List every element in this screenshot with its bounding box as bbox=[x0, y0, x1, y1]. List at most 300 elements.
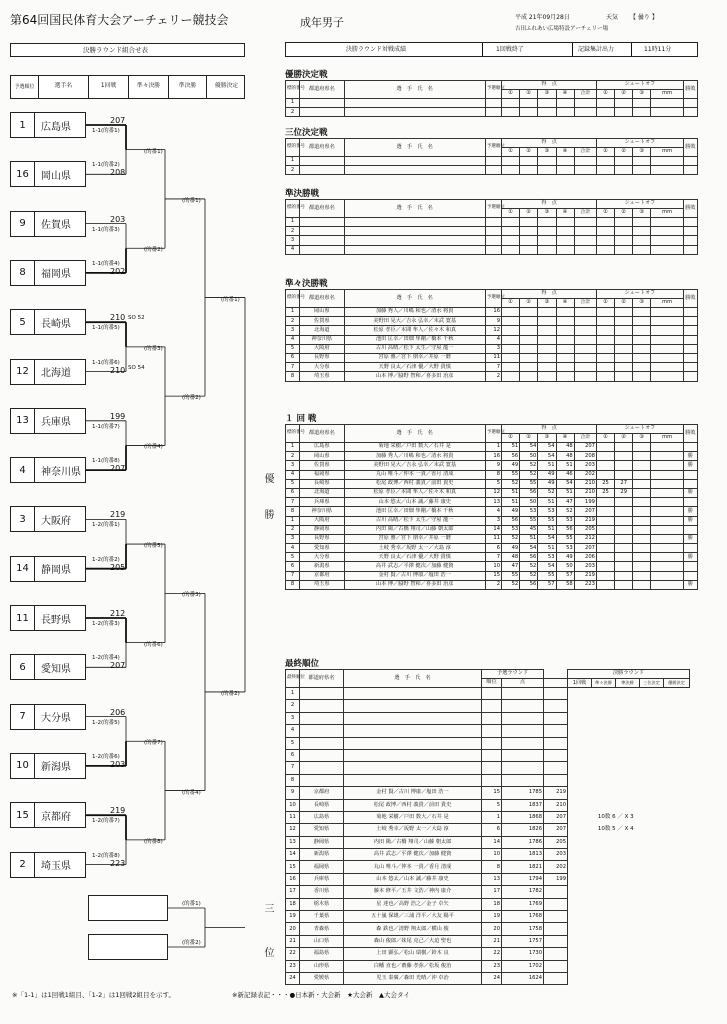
empty-cell bbox=[651, 108, 683, 117]
archer-names bbox=[344, 762, 482, 774]
so-score bbox=[633, 544, 651, 553]
target-number: 2 bbox=[286, 108, 300, 117]
end-score bbox=[574, 326, 596, 335]
archer-names: 土岐 秀幸／坂野 太一／大島 淳 bbox=[344, 544, 485, 553]
final-rank: 6 bbox=[286, 749, 300, 761]
tiebreak-note bbox=[568, 960, 664, 972]
shootoff-score: SO 52 bbox=[128, 315, 145, 322]
empty-cell bbox=[574, 245, 596, 254]
end-score bbox=[574, 353, 596, 362]
rank-header: 予選順位 bbox=[485, 200, 501, 218]
so-score bbox=[596, 326, 614, 335]
pref-cell: 青森県 bbox=[300, 923, 344, 935]
so-score bbox=[596, 335, 614, 344]
prelim-rank bbox=[482, 700, 502, 712]
prefecture-name: 福岡県 bbox=[41, 269, 71, 281]
final-rank: 13 bbox=[286, 836, 300, 848]
standings-row bbox=[286, 948, 690, 960]
shootoff-header: シュートオフ bbox=[596, 290, 683, 299]
empty-cell bbox=[344, 166, 485, 175]
end-score: 53 bbox=[556, 516, 574, 525]
end-score: 52 bbox=[502, 534, 520, 543]
empty-cell bbox=[596, 245, 614, 254]
result-cell: 勝 bbox=[683, 507, 697, 516]
end-score: 210 bbox=[574, 479, 596, 488]
round1-score: 210 bbox=[110, 313, 126, 323]
end-score bbox=[556, 363, 574, 372]
so-score bbox=[633, 452, 651, 461]
so-score bbox=[633, 498, 651, 507]
empty-cell bbox=[615, 245, 633, 254]
prelim-points: 1868 bbox=[502, 811, 544, 823]
so-score bbox=[596, 452, 614, 461]
table-row bbox=[286, 326, 698, 335]
final-rank: 22 bbox=[286, 948, 300, 960]
final-rank: 2 bbox=[286, 700, 300, 712]
match-code: 1-1(的番8) bbox=[92, 458, 120, 465]
target-number: 6 bbox=[286, 488, 300, 497]
archer-names: 美野田 晃大／吉永 弘幸／末武 寛基 bbox=[344, 461, 485, 470]
so-mm bbox=[651, 562, 683, 571]
target-header: 標的番号 bbox=[286, 81, 300, 99]
empty-cell bbox=[485, 218, 501, 227]
end-score: 54 bbox=[538, 443, 556, 452]
match-code: 1-1(的番3) bbox=[92, 226, 120, 233]
so-header: ③ bbox=[633, 148, 651, 157]
pref-cell: 埼玉県 bbox=[300, 372, 344, 381]
final-cell bbox=[664, 712, 690, 724]
pref-cell: 香川県 bbox=[300, 886, 344, 898]
so-score bbox=[633, 372, 651, 381]
final-cell bbox=[664, 923, 690, 935]
round1-score bbox=[544, 935, 568, 947]
prelim-rank bbox=[482, 737, 502, 749]
round1-score: 210 bbox=[110, 365, 126, 375]
end-score bbox=[574, 335, 596, 344]
prelim-rank: 11 bbox=[485, 534, 501, 543]
end-score: 55 bbox=[538, 571, 556, 580]
end-score: 202 bbox=[574, 470, 596, 479]
end-score: 212 bbox=[574, 534, 596, 543]
end-header: ③ bbox=[538, 90, 556, 99]
end-score: 53 bbox=[538, 553, 556, 562]
so-score bbox=[633, 516, 651, 525]
target-number: 7 bbox=[286, 498, 300, 507]
empty-cell bbox=[633, 218, 651, 227]
target-number: 4 bbox=[286, 470, 300, 479]
end-header: ① bbox=[502, 148, 520, 157]
final-col-header: 三位決定 bbox=[640, 679, 664, 688]
pref-cell bbox=[300, 712, 344, 724]
prelim-rank: 10 bbox=[482, 849, 502, 861]
end-header: ① bbox=[502, 299, 520, 308]
final-cell bbox=[664, 873, 690, 885]
end-score: 56 bbox=[502, 452, 520, 461]
empty-cell bbox=[344, 245, 485, 254]
archer-names: 内田 陽／古橋 翔司／山藤 朝太郎 bbox=[344, 525, 485, 534]
prelim-rank: 7 bbox=[485, 553, 501, 562]
so-score bbox=[596, 562, 614, 571]
qf-target-label: (的番7) bbox=[144, 740, 163, 747]
target-number: 5 bbox=[286, 553, 300, 562]
empty-cell bbox=[596, 236, 614, 245]
end-score: 50 bbox=[520, 452, 538, 461]
so-score bbox=[633, 344, 651, 353]
prelim-rank: 13 bbox=[485, 498, 501, 507]
page-title: 第64回国民体育大会アーチェリー競技会 bbox=[10, 13, 229, 27]
so-score bbox=[615, 344, 633, 353]
prelim-rank: 16 bbox=[485, 452, 501, 461]
result-cell bbox=[683, 363, 697, 372]
empty-cell bbox=[485, 166, 501, 175]
end-score bbox=[520, 335, 538, 344]
end-score: 55 bbox=[520, 516, 538, 525]
pref-header: 都道府県名 bbox=[300, 425, 344, 443]
prefecture-name: 愛知県 bbox=[41, 663, 71, 675]
empty-cell bbox=[538, 245, 556, 254]
end-score bbox=[556, 326, 574, 335]
archer-names bbox=[344, 774, 482, 786]
empty-cell bbox=[485, 108, 501, 117]
match-code: 1-1(的番5) bbox=[92, 325, 120, 332]
final-rank: 7 bbox=[286, 762, 300, 774]
prelim-rank: 15 bbox=[485, 571, 501, 580]
tiebreak-note bbox=[568, 972, 664, 984]
end-score: 52 bbox=[520, 470, 538, 479]
so-score bbox=[633, 326, 651, 335]
target-header: 標的番号 bbox=[286, 139, 300, 157]
final-rank: 10 bbox=[286, 799, 300, 811]
tiebreak-note bbox=[568, 898, 664, 910]
end-score: 55 bbox=[556, 534, 574, 543]
prelim-rank bbox=[482, 774, 502, 786]
empty-cell bbox=[574, 166, 596, 175]
end-score: 47 bbox=[502, 562, 520, 571]
match-code: 1-2(的番6) bbox=[92, 753, 120, 760]
pref-cell: 佐賀県 bbox=[300, 317, 344, 326]
end-score: 48 bbox=[502, 553, 520, 562]
empty-cell bbox=[502, 166, 520, 175]
name-header: 選 手 氏 名 bbox=[344, 81, 485, 99]
tiebreak-note bbox=[568, 836, 664, 848]
prelim-points bbox=[502, 700, 544, 712]
empty-cell bbox=[574, 236, 596, 245]
archer-names: 白幡 直也／齋藤 孝弥／松坂 俊治 bbox=[344, 960, 482, 972]
tiebreak-note bbox=[568, 712, 664, 724]
bracket-header-cell: 予選順位 bbox=[11, 76, 39, 98]
end-score: 199 bbox=[574, 498, 596, 507]
empty-cell bbox=[502, 236, 520, 245]
table-row bbox=[286, 443, 698, 452]
end-header: 合計 bbox=[574, 148, 596, 157]
prefecture-name: 神奈川県 bbox=[41, 466, 81, 478]
standings-row bbox=[286, 836, 690, 848]
final-cell bbox=[664, 861, 690, 873]
empty-cell bbox=[556, 99, 574, 108]
pref-cell: 北海道 bbox=[300, 326, 344, 335]
archer-names: 菊地 栄樹／戸田 数大／石井 是 bbox=[344, 443, 485, 452]
empty-cell bbox=[520, 245, 538, 254]
empty-cell bbox=[538, 218, 556, 227]
round1-score: 207 bbox=[544, 811, 568, 823]
end-score: 210 bbox=[574, 488, 596, 497]
table-row bbox=[286, 470, 698, 479]
empty-cell bbox=[485, 245, 501, 254]
so-score: 29 bbox=[615, 488, 633, 497]
qf-target-label: (的番4) bbox=[144, 444, 163, 451]
standings-row bbox=[286, 799, 690, 811]
pref-cell: 長崎県 bbox=[300, 479, 344, 488]
empty-cell bbox=[538, 166, 556, 175]
target-number: 4 bbox=[286, 544, 300, 553]
prelim-rank: 8 bbox=[485, 470, 501, 479]
spacer-header bbox=[544, 670, 568, 679]
pref-header: 都道府県名 bbox=[300, 81, 344, 99]
result-cell bbox=[683, 344, 697, 353]
so-score bbox=[615, 372, 633, 381]
standings-row bbox=[286, 886, 690, 898]
empty-cell bbox=[300, 157, 344, 166]
end-header: ③ bbox=[538, 434, 556, 443]
standings-row bbox=[286, 972, 690, 984]
so-score: 25 bbox=[596, 479, 614, 488]
pref-cell: 静岡県 bbox=[300, 525, 344, 534]
prelim-points: 1769 bbox=[502, 898, 544, 910]
so-score bbox=[615, 317, 633, 326]
shootoff-header: シュートオフ bbox=[596, 81, 683, 90]
end-score bbox=[556, 344, 574, 353]
end-score bbox=[502, 308, 520, 317]
pref-cell: 大阪府 bbox=[300, 344, 344, 353]
prelim-rank bbox=[482, 712, 502, 724]
empty-cell bbox=[651, 218, 683, 227]
seed-number: 1 bbox=[11, 113, 35, 137]
match-code: 1-1(的番1) bbox=[92, 128, 120, 134]
result-header: 勝敗 bbox=[683, 425, 697, 443]
archer-names bbox=[344, 737, 482, 749]
so-header: ① bbox=[596, 90, 614, 99]
pref-cell bbox=[300, 700, 344, 712]
so-score bbox=[615, 308, 633, 317]
target-number: 7 bbox=[286, 363, 300, 372]
round1-score: 210 bbox=[544, 799, 568, 811]
prelim-rank: 11 bbox=[485, 353, 501, 362]
prelim-points: 1624 bbox=[502, 972, 544, 984]
so-mm bbox=[651, 553, 683, 562]
pref-cell: 広島県 bbox=[300, 443, 344, 452]
so-score bbox=[615, 452, 633, 461]
bracket-header-cell: 準決勝 bbox=[169, 76, 207, 98]
so-header: ② bbox=[615, 434, 633, 443]
archer-names: 松原 孝臣／本間 隼人／佐々木 和真 bbox=[344, 488, 485, 497]
empty-cell bbox=[344, 108, 485, 117]
end-score: 207 bbox=[574, 544, 596, 553]
end-header: ② bbox=[520, 209, 538, 218]
tiebreak-note bbox=[568, 737, 664, 749]
end-score: 48 bbox=[556, 443, 574, 452]
end-score bbox=[538, 344, 556, 353]
shootoff-header: シュートオフ bbox=[596, 200, 683, 209]
empty-cell bbox=[300, 166, 344, 175]
empty-cell bbox=[538, 236, 556, 245]
empty-cell bbox=[596, 166, 614, 175]
final-cell bbox=[664, 935, 690, 947]
so-mm bbox=[651, 344, 683, 353]
result-cell bbox=[683, 317, 697, 326]
table-row bbox=[286, 544, 698, 553]
prelim-points bbox=[502, 749, 544, 761]
prelim-points: 1837 bbox=[502, 799, 544, 811]
end-score: 207 bbox=[574, 443, 596, 452]
end-score: 47 bbox=[556, 498, 574, 507]
tiebreak-note bbox=[568, 948, 664, 960]
round1-score: 207 bbox=[110, 116, 126, 125]
empty-cell bbox=[485, 99, 501, 108]
so-score bbox=[633, 562, 651, 571]
section-title: １ 回 戦 bbox=[285, 414, 317, 424]
round1-score bbox=[544, 700, 568, 712]
end-score bbox=[538, 335, 556, 344]
prelim-points: 1794 bbox=[502, 873, 544, 885]
target-number: 1 bbox=[286, 308, 300, 317]
empty-cell bbox=[502, 227, 520, 236]
empty-cell bbox=[615, 236, 633, 245]
weather-label: 天気 bbox=[606, 14, 619, 21]
archer-names: 五十嵐 保雄／三浦 洋平／大友 陽平 bbox=[344, 911, 482, 923]
result-cell: 勝 bbox=[683, 580, 697, 589]
so-score bbox=[615, 562, 633, 571]
archer-names: 美野田 晃大／吉永 弘幸／末武 寛基 bbox=[344, 317, 485, 326]
end-score: 54 bbox=[538, 562, 556, 571]
bracket-header-cell: 準々決勝 bbox=[129, 76, 169, 98]
end-header: 合計 bbox=[574, 299, 596, 308]
end-score: 53 bbox=[520, 507, 538, 516]
pref-cell: 福岡県 bbox=[300, 470, 344, 479]
empty-cell bbox=[520, 108, 538, 117]
round1-score: 206 bbox=[110, 707, 126, 717]
pref-cell: 新潟県 bbox=[300, 849, 344, 861]
archer-names: 森山 俊郎／妹尾 克己／大迫 聖也 bbox=[344, 935, 482, 947]
round1-score: 223 bbox=[110, 858, 126, 868]
so-score bbox=[596, 525, 614, 534]
result-cell bbox=[683, 470, 697, 479]
archer-names: 古川 高晴／松下 太生／守屋 龍一 bbox=[344, 344, 485, 353]
match-code: 1-1(的番4) bbox=[92, 260, 120, 267]
end-header: ③ bbox=[538, 148, 556, 157]
end-score: 53 bbox=[538, 507, 556, 516]
pref-cell bbox=[300, 737, 344, 749]
so-mm bbox=[651, 308, 683, 317]
final-col-header: 準決勝 bbox=[616, 679, 640, 688]
final-cell bbox=[664, 972, 690, 984]
seed-number: 13 bbox=[11, 409, 35, 433]
seed-number: 10 bbox=[11, 754, 35, 778]
points-header: 得 点 bbox=[502, 200, 597, 209]
so-score bbox=[596, 470, 614, 479]
archer-names: 天野 良太／石津 優／大野 貴慎 bbox=[344, 363, 485, 372]
tiebreak-note bbox=[568, 725, 664, 737]
round1-score: 219 bbox=[544, 787, 568, 799]
end-header: ① bbox=[502, 209, 520, 218]
prelim-points: 1786 bbox=[502, 836, 544, 848]
result-cell bbox=[683, 353, 697, 362]
end-score: 55 bbox=[502, 470, 520, 479]
empty-cell bbox=[683, 218, 697, 227]
table-row bbox=[286, 245, 698, 254]
empty-cell bbox=[300, 227, 344, 236]
round1-score: 219 bbox=[110, 806, 126, 816]
end-score: 205 bbox=[574, 525, 596, 534]
round1-score: 202 bbox=[110, 266, 126, 276]
empty-cell bbox=[574, 227, 596, 236]
empty-cell bbox=[556, 218, 574, 227]
end-score: 50 bbox=[556, 562, 574, 571]
result-cell bbox=[683, 544, 697, 553]
end-header: ① bbox=[502, 90, 520, 99]
end-header: ④ bbox=[556, 299, 574, 308]
so-header: mm bbox=[651, 148, 683, 157]
end-header: ④ bbox=[556, 434, 574, 443]
archer-names: 山本 博／脇野 智和／喜多田 治彦 bbox=[344, 372, 485, 381]
pref-cell: 岡山県 bbox=[300, 452, 344, 461]
record-output-button[interactable]: 記録集計出力 bbox=[578, 46, 615, 53]
status-time: 11時11分 bbox=[644, 46, 672, 53]
pref-cell: 京都府 bbox=[300, 571, 344, 580]
match-code: 1-2(的番1) bbox=[92, 522, 120, 529]
empty-cell bbox=[538, 99, 556, 108]
table-row bbox=[286, 562, 698, 571]
so-mm bbox=[651, 571, 683, 580]
so-mm bbox=[651, 317, 683, 326]
points-header: 得 点 bbox=[502, 81, 597, 90]
prelim-rank: 19 bbox=[482, 911, 502, 923]
empty-cell bbox=[683, 108, 697, 117]
end-score: 51 bbox=[502, 488, 520, 497]
end-score: 45 bbox=[520, 525, 538, 534]
prelim-rank: 2 bbox=[485, 580, 501, 589]
pref-cell bbox=[300, 725, 344, 737]
empty-cell bbox=[502, 218, 520, 227]
result-cell: 勝 bbox=[683, 516, 697, 525]
end-score: 49 bbox=[502, 544, 520, 553]
end-header: ④ bbox=[556, 148, 574, 157]
prelim-rank: 12 bbox=[485, 488, 501, 497]
table-row bbox=[286, 227, 698, 236]
so-header: ① bbox=[596, 299, 614, 308]
prelim-rank: 14 bbox=[482, 836, 502, 848]
end-score: 51 bbox=[502, 443, 520, 452]
pref-header: 都道府県名 bbox=[300, 200, 344, 218]
final-cell bbox=[664, 787, 690, 799]
so-score bbox=[633, 443, 651, 452]
archer-names: 内田 陽／古橋 翔司／山藤 朝太郎 bbox=[344, 836, 482, 848]
prelim-header: 予選ラウンド bbox=[482, 670, 544, 679]
match-code: 1-2(的番5) bbox=[92, 719, 120, 726]
table-row bbox=[286, 507, 698, 516]
final-cell bbox=[664, 700, 690, 712]
empty-cell bbox=[615, 166, 633, 175]
pref-cell: 愛媛県 bbox=[300, 972, 344, 984]
pref-cell: 佐賀県 bbox=[300, 461, 344, 470]
so-mm bbox=[651, 580, 683, 589]
end-score bbox=[538, 317, 556, 326]
end-score: 57 bbox=[556, 571, 574, 580]
empty-cell bbox=[344, 157, 485, 166]
empty-cell bbox=[485, 227, 501, 236]
so-score bbox=[596, 443, 614, 452]
prelim-rank: 12 bbox=[485, 326, 501, 335]
empty-cell bbox=[683, 227, 697, 236]
